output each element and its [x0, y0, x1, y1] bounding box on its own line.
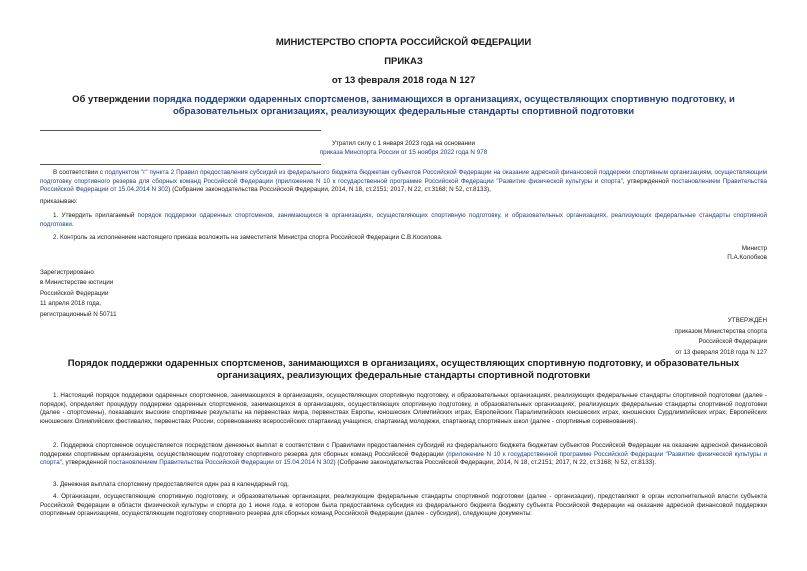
approved-line: Российской Федерации: [698, 338, 767, 346]
para-2: [40, 442, 767, 468]
order-title: Порядок поддержки одаренных спортсменов, занимающихся в организациях, осуществляющих спортивную подготовку, и образовательных организациях, реализующих федеральные стандарты спортивной подготовки: [67, 358, 740, 381]
signature-position: Министр: [741, 245, 767, 252]
signature-name: П.А.Колобков: [727, 253, 767, 261]
preamble: [40, 169, 767, 195]
signature: [727, 245, 767, 262]
item-1-text: .: [71, 220, 74, 228]
item-1-link[interactable]: порядок поддержки одаренных спортсменов, занимающихся в организациях, осуществляющих спортивную подготовку, и образовательных организациях, реализующих федеральные стандарты спортивной подготовки: [40, 212, 768, 228]
ministry-heading: МИНИСТЕРСТВО СПОРТА РОССИЙСКОЙ ФЕДЕРАЦИИ: [275, 37, 532, 48]
para-2-text: ) (Собрание законодательства Российской Федерации, 2014, N 18, ст.2151; 2017, N 22, ст.3168; N 52, ст.8133).: [333, 459, 657, 467]
item-1: [40, 212, 767, 229]
registration-line: Российской Федерации: [40, 289, 109, 297]
preamble-link-resolution[interactable]: постановлением Правительства Российской Федерации от 15.04.2014 N 302: [40, 177, 767, 194]
item-2: 2. Контроль за исполнением настоящего приказа возложить на заместителя Министра спорта Российской Федерации С.В.Косилова.: [53, 234, 443, 241]
approved-line: от 13 февраля 2018 года N 127: [675, 348, 767, 356]
para-2-link-appendix[interactable]: приложение N 10 к государственной программе Российской Федерации "Развитие физической культуры и спорта": [40, 450, 767, 467]
doc-title-prefix: Об утверждении: [72, 94, 153, 105]
para-2-link-resolution[interactable]: постановлением Правительства Российской Федерации от 15.04.2014 N 302: [108, 459, 334, 467]
para-2-text: 2. Поддержка спортсменов осуществляется посредством денежных выплат в соответствии с Правилами предоставления субсидий из федерального бюджета бюджетам субъектов Российской Федерации на оказание адресной финансовой поддержки спортивным организациям, осуществляющим подготовку спортивного резерва для сборных команд Российской Федерации (: [40, 442, 767, 458]
para-4: 4. Организации, осуществляющие спортивную подготовку, и образовательные организации, реализующие федеральные стандарты спортивной подготовки (далее - организации), представляют в орган исполнительной власти субъекта Российской Федерации в области физической культуры и спорта до 1 июня года, в котором была предоставлена субсидия из федерального бюджета бюджету субъекта Российской Федерации на оказание адресной финансовой поддержки спортивным организациям, осуществляющим подготовку спортивного резерва для сборных команд Российской Федерации (далее - субсидия), следующие документы:: [40, 493, 767, 518]
preamble-text: В соответствии с: [53, 169, 105, 176]
registration-line: 11 апреля 2018 года,: [40, 300, 102, 308]
approved-block: [675, 316, 767, 358]
registration-line: Зарегистрировано: [40, 269, 94, 276]
approved-line: УТВЕРЖДЕН: [727, 317, 767, 324]
order-word: приказываю:: [40, 198, 78, 205]
registration-line: в Министерстве юстиции: [40, 279, 114, 287]
status-note: [0, 140, 807, 157]
doc-date-number: от 13 февраля 2018 года N 127: [331, 75, 476, 86]
para-1: 1. Настоящий порядок поддержки одаренных спортсменов, занимающихся в организациях, осуществляющих спортивную подготовку, и образовательных организациях, реализующих федеральные стандарты спортивной подготовки (далее - порядок), определяет процедуру поддержки одаренных спортсменов, занимающихся в организациях, осуществляющих спортивную подготовку, и образовательных организациях, реализующих федеральные стандарты спортивной подготовки (далее - спортсмены), показавших высокие спортивные результаты на первенствах мира, первенствах Европы, юношеских Олимпийских играх, Европейских Паралимпийских юношеских играх, юношеских Сурдлимпийских играх, Европейских юношеских Олимпийских фестивалях, первенствах России, соревнованиях всероссийских спартакиад учащихся, спартакиад молодежи, спартакиад спортивных школ (далее - спортивные соревнования).: [40, 392, 767, 425]
preamble-link-rules[interactable]: подпунктом "г" пункта 2 Правил предоставления субсидий из федерального бюджета бюджетам субъектов Российской Федерации на оказание адресной финансовой поддержки спортивным организациям, осуществляющим подготовку спортивного резерва для сборных команд Российской Федерации (приложение N 10 к государственной программе Российской Федерации "Развитие физической культуры и спорта": [40, 169, 767, 185]
para-3: 3. Денежная выплата спортсмену предоставляется один раз в календарный год.: [53, 481, 290, 488]
preamble-text: ) (Собрание законодательства Российской Федерации, 2014, N 18, ст.2151; 2017, N 22, ст.3168; N 52, ст.8133),: [168, 186, 491, 194]
divider: [40, 130, 321, 131]
registration-line: регистрационный N 50711: [40, 310, 117, 318]
status-link[interactable]: приказа Минспорта России от 15 ноября 2022 года N 978: [319, 148, 488, 156]
item-1-text: 1. Утвердить прилагаемый: [53, 212, 138, 219]
status-line-1: Утратил силу с 1 января 2023 года на основании: [331, 140, 476, 147]
para-2-text: , утвержденной: [61, 459, 109, 467]
doc-title-link[interactable]: порядка поддержки одаренных спортсменов, занимающихся в организациях, осуществляющих спортивную подготовку, и образовательных организациях, реализующих федеральные стандарты спортивной подготовки: [152, 94, 735, 117]
approved-line: приказом Министерства спорта: [674, 327, 767, 335]
registration-block: [40, 268, 117, 320]
preamble-text: , утвержденной: [622, 177, 672, 185]
doc-title: [40, 94, 767, 118]
doc-type: ПРИКАЗ: [384, 56, 423, 67]
divider: [40, 164, 321, 165]
